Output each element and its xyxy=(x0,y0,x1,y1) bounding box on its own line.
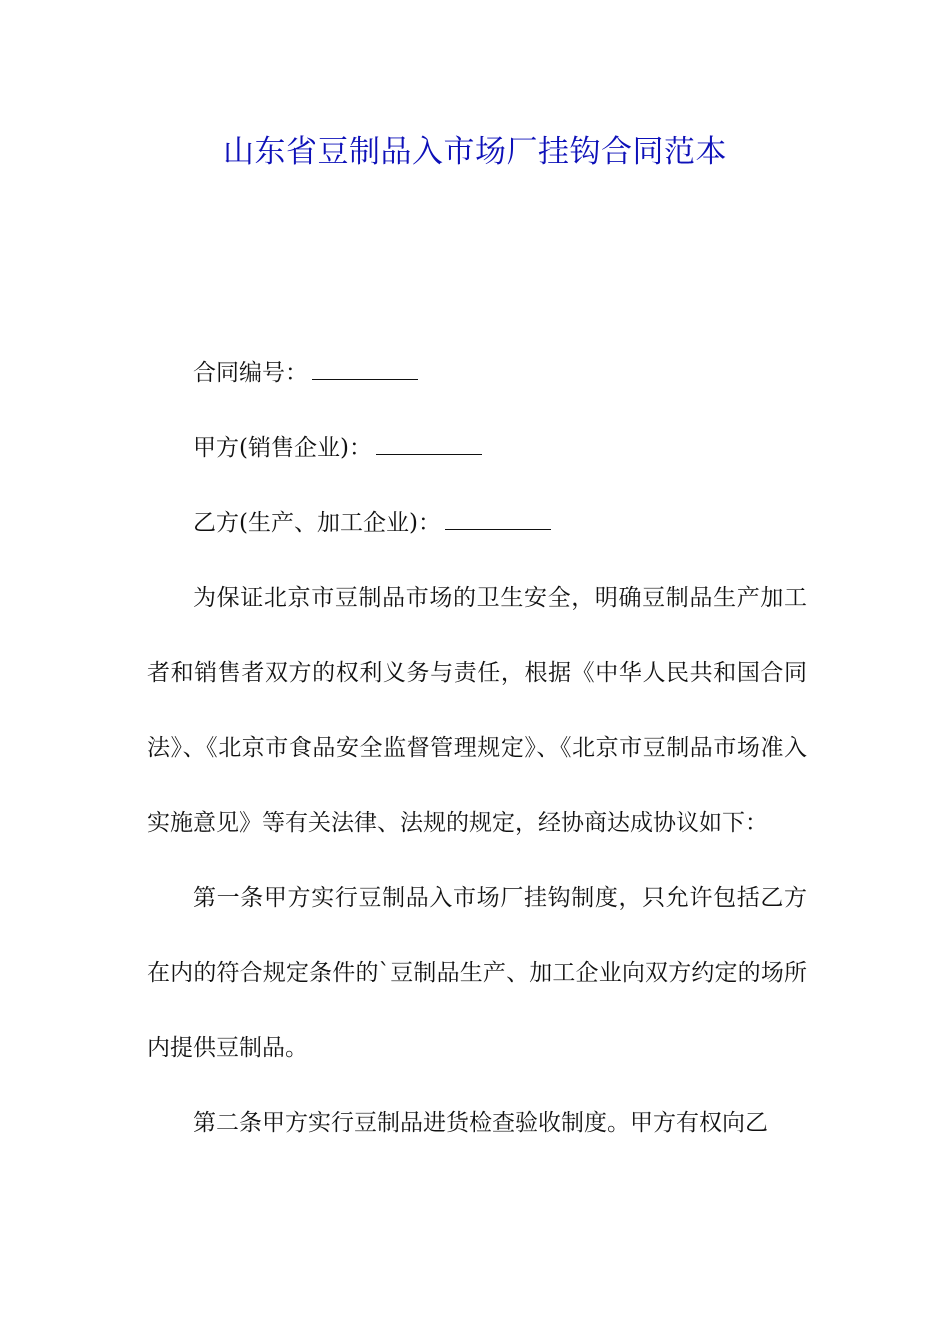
preamble-paragraph: 为保证北京市豆制品市场的卫生安全，明确豆制品生产加工者和销售者双方的权利义务与责任，根据《中华人民共和国合同法》、《北京市食品安全监督管理规定》、《北京市豆制品市场准入实施意见》等有关法律、法规的规定，经协商达成协议如下： xyxy=(147,585,807,836)
document-body xyxy=(147,336,807,1161)
party-b-field xyxy=(147,486,807,561)
party-b-label: 乙方(生产、加工企业)： xyxy=(193,510,441,536)
party-a-blank xyxy=(376,434,482,455)
article-1-paragraph: 第一条甲方实行豆制品入市场厂挂钩制度，只允许包括乙方在内的符合规定条件的`豆制品生产、加工企业向双方约定的场所内提供豆制品。 xyxy=(147,885,807,1061)
contract-number-blank xyxy=(312,359,418,380)
party-b-blank xyxy=(445,509,551,530)
article-2-paragraph: 第二条甲方实行豆制品进货检查验收制度。甲方有权向乙 xyxy=(193,1110,768,1136)
party-a-field xyxy=(147,411,807,486)
party-a-label: 甲方(销售企业)： xyxy=(193,435,372,461)
document-title: 山东省豆制品入市场厂挂钩合同范本 xyxy=(223,134,727,170)
contract-number-label: 合同编号： xyxy=(193,360,308,386)
contract-number-field xyxy=(147,336,807,411)
